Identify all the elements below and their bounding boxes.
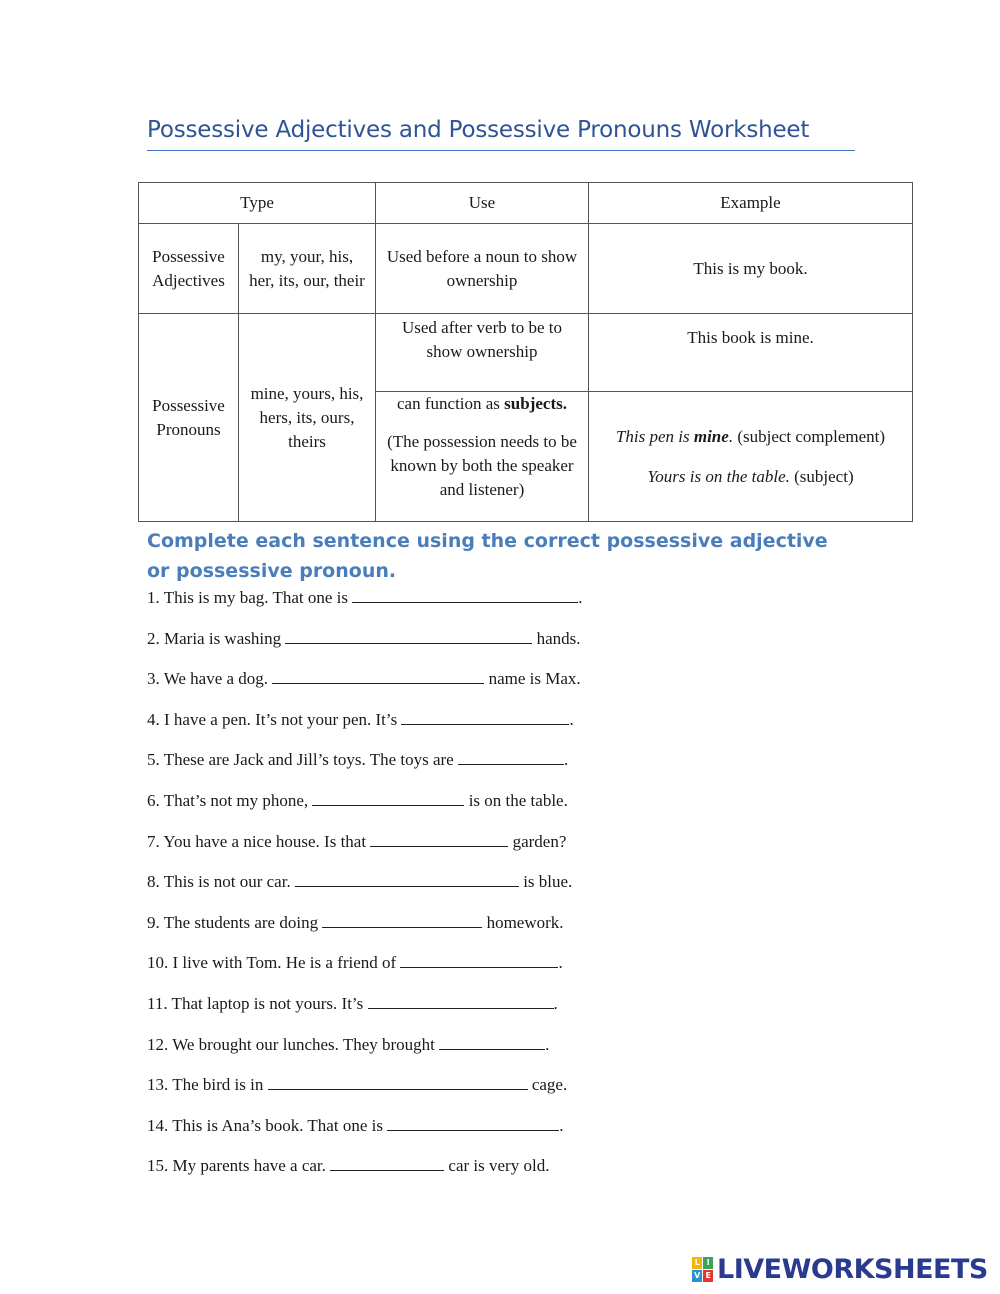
question-item: 15. My parents have a car. car is very old.: [147, 1156, 550, 1176]
ex2b-italic: Yours is on the table.: [647, 466, 790, 486]
table-header-row: [139, 183, 913, 224]
question-item: 14. This is Ana’s book. That one is .: [147, 1115, 564, 1135]
pronouns-words-cell: mine, yours, his, hers, its, ours, theirs: [239, 314, 376, 522]
reference-table: [138, 182, 913, 522]
answer-blank[interactable]: [400, 954, 558, 968]
answer-blank[interactable]: [352, 589, 578, 603]
use2-prefix: can function as: [397, 394, 505, 413]
table-row: [139, 224, 913, 314]
adjectives-example-cell: This is my book.: [589, 224, 913, 314]
pronouns-example2-cell: [589, 392, 913, 522]
question-item: 9. The students are doing homework.: [147, 912, 564, 932]
logo-mark-icon: [692, 1257, 713, 1282]
answer-blank[interactable]: [370, 833, 508, 847]
logo-mark-letter: I: [703, 1257, 713, 1269]
answer-blank[interactable]: [322, 914, 482, 928]
answer-blank[interactable]: [295, 873, 519, 887]
ex2a-dot: .: [728, 426, 734, 446]
header-type: Type: [139, 183, 376, 224]
answer-blank[interactable]: [330, 1157, 444, 1171]
pronouns-use1-cell: Used after verb to be to show ownership: [376, 314, 589, 392]
ex2a-bold: mine: [693, 426, 729, 446]
logo-mark-letter: L: [692, 1257, 702, 1269]
liveworksheets-logo: [692, 1254, 988, 1284]
example-subject: [597, 465, 904, 489]
header-use: Use: [376, 183, 589, 224]
question-item: 8. This is not our car. is blue.: [147, 872, 573, 892]
question-item: 10. I live with Tom. He is a friend of .: [147, 953, 563, 973]
logo-mark-letter: E: [703, 1270, 713, 1282]
header-example: Example: [589, 183, 913, 224]
question-item: 2. Maria is washing hands.: [147, 628, 581, 648]
answer-blank[interactable]: [458, 751, 564, 765]
logo-mark-letter: V: [692, 1270, 702, 1282]
adjectives-use-cell: Used before a noun to show ownership: [376, 224, 589, 314]
question-item: 6. That’s not my phone, is on the table.: [147, 790, 568, 810]
answer-blank[interactable]: [368, 995, 554, 1009]
answer-blank[interactable]: [312, 792, 464, 806]
pronouns-example1-cell: This book is mine.: [589, 314, 913, 392]
question-item: 11. That laptop is not yours. It’s .: [147, 993, 558, 1013]
answer-blank[interactable]: [285, 630, 532, 644]
question-item: 3. We have a dog. name is Max.: [147, 669, 581, 689]
pronouns-type-cell: Possessive Pronouns: [139, 314, 239, 522]
answer-blank[interactable]: [401, 711, 569, 725]
question-item: 13. The bird is in cage.: [147, 1075, 568, 1095]
page-title: Possessive Adjectives and Possessive Pronouns Worksheet: [147, 117, 855, 151]
logo-text: LIVEWORKSHEETS: [717, 1253, 988, 1285]
pronouns-use2-cell: [376, 392, 589, 522]
question-item: 4. I have a pen. It’s not your pen. It’s .: [147, 709, 574, 729]
answer-blank[interactable]: [439, 1036, 545, 1050]
table-row: [139, 314, 913, 392]
ex2b-tail: (subject): [789, 466, 854, 486]
answer-blank[interactable]: [387, 1117, 559, 1131]
subjects-line: [384, 392, 580, 416]
answer-blank[interactable]: [272, 670, 484, 684]
question-item: 12. We brought our lunches. They brought .: [147, 1034, 550, 1054]
example-subject-complement: [597, 425, 904, 449]
ex2a-tail: (subject complement): [733, 426, 886, 446]
adjectives-type-cell: Possessive Adjectives: [139, 224, 239, 314]
ex2a-italic: This pen is: [615, 426, 694, 446]
question-list: [147, 586, 583, 1195]
use2-bold: subjects.: [504, 394, 567, 413]
possession-note: (The possession needs to be known by both the speaker and listener): [387, 432, 577, 499]
question-item: 1. This is my bag. That one is .: [147, 588, 583, 607]
instructions: Complete each sentence using the correct possessive adjective or possessive pronoun.: [147, 530, 828, 582]
adjectives-words-cell: my, your, his, her, its, our, their: [239, 224, 376, 314]
question-item: 7. You have a nice house. Is that garden?: [147, 831, 567, 851]
question-item: 5. These are Jack and Jill’s toys. The toys are .: [147, 750, 569, 770]
answer-blank[interactable]: [268, 1076, 528, 1090]
